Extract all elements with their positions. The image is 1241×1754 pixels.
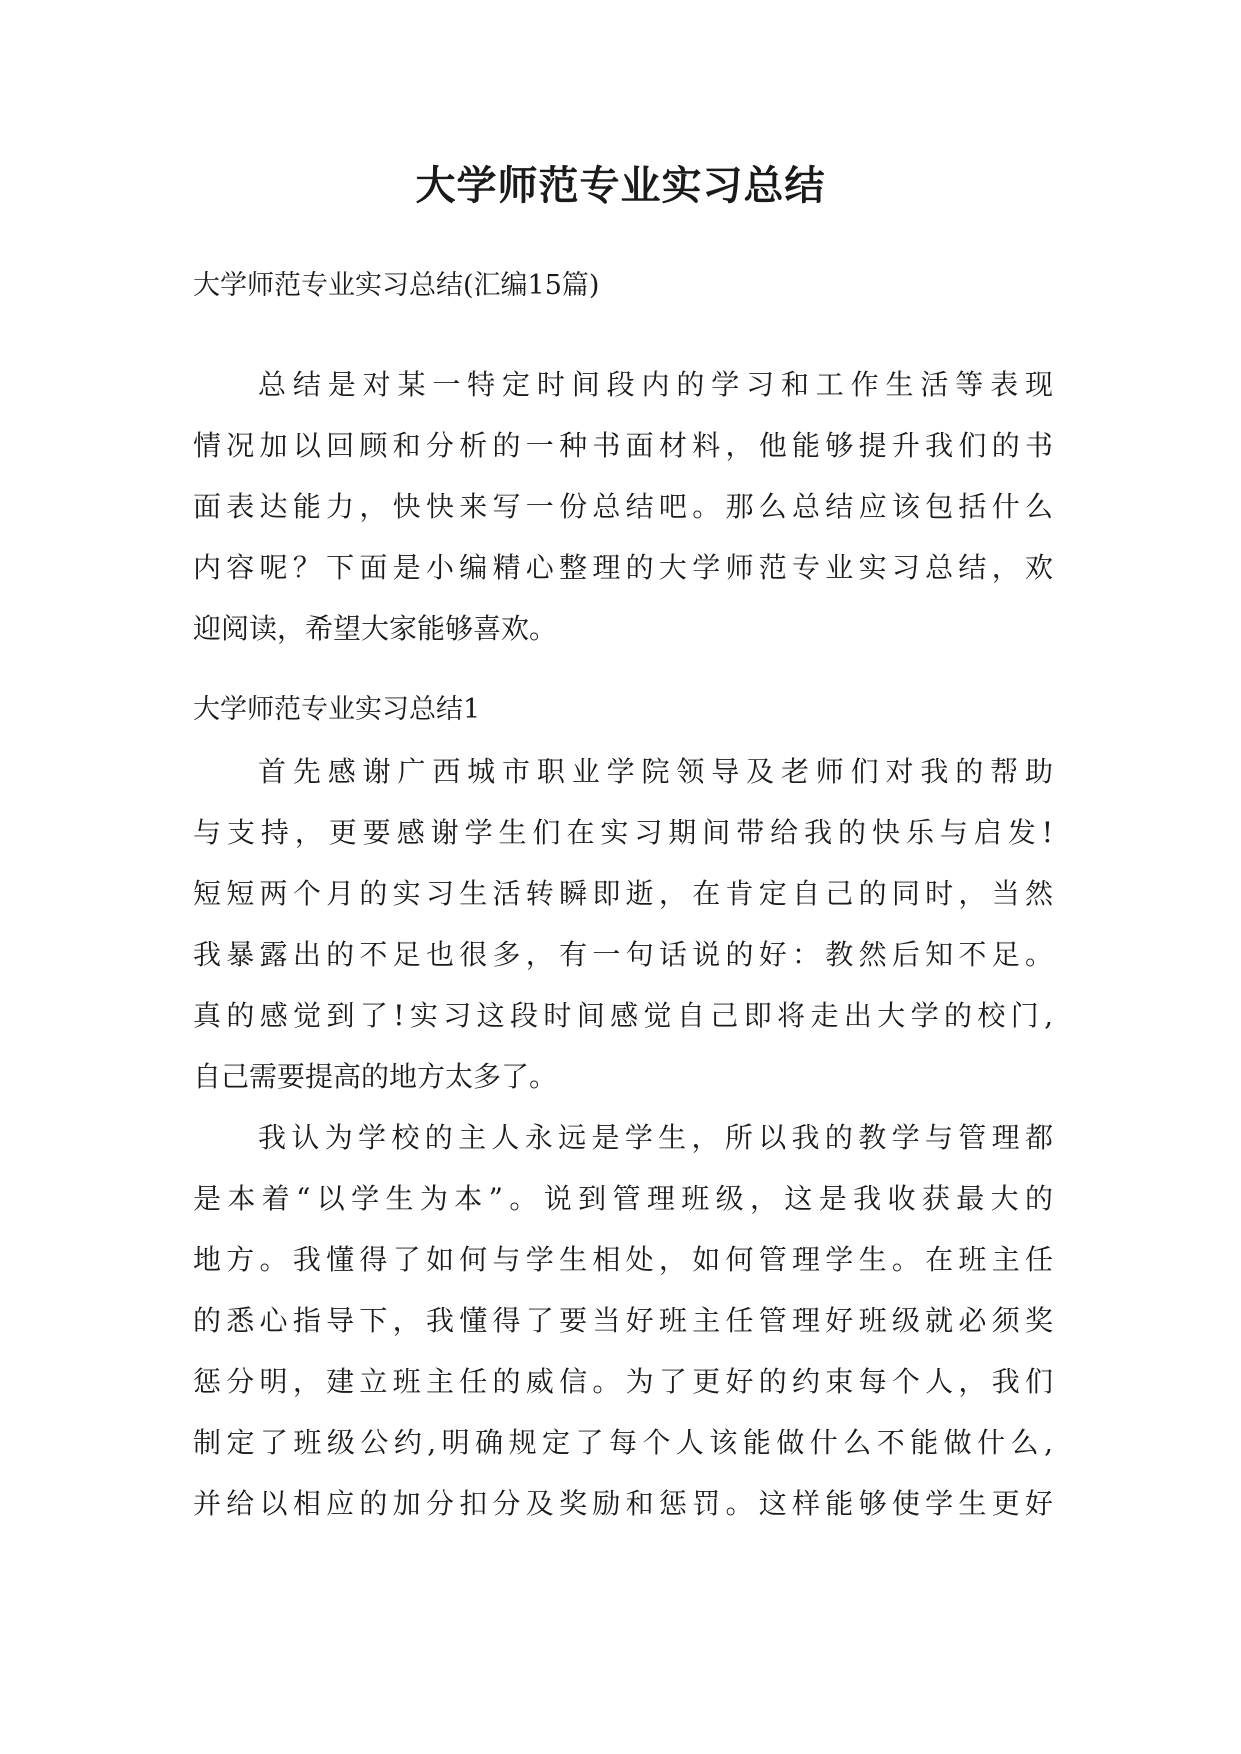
paragraph-line: 制定了班级公约,明确规定了每个人该能做什么不能做什么, [193, 1426, 1053, 1459]
paragraph-line: 自己需要提高的地方太多了。 [193, 1060, 558, 1093]
paragraph-line: 面表达能力，快快来写一份总结吧。那么总结应该包括什么 [193, 490, 1053, 523]
paragraph-line: 迎阅读，希望大家能够喜欢。 [193, 612, 558, 645]
paragraph-line: 地方。我懂得了如何与学生相处，如何管理学生。在班主任 [193, 1243, 1053, 1276]
paragraph-line: 内容呢？下面是小编精心整理的大学师范专业实习总结，欢 [193, 551, 1053, 584]
document-title: 大学师范专业实习总结 [415, 163, 826, 209]
section1-paragraph-1 [193, 741, 1053, 1107]
paragraph-line: 惩分明，建立班主任的威信。为了更好的约束每个人，我们 [193, 1365, 1053, 1398]
paragraph-line: 我认为学校的主人永远是学生，所以我的教学与管理都 [258, 1121, 1053, 1154]
paragraph-line: 短短两个月的实习生活转瞬即逝，在肯定自己的同时，当然 [193, 877, 1053, 910]
paragraph-line: 真的感觉到了!实习这段时间感觉自己即将走出大学的校门, [193, 999, 1053, 1032]
paragraph-line: 总结是对某一特定时间段内的学习和工作生活等表现 [258, 368, 1053, 401]
section1-paragraph-2 [193, 1107, 1053, 1534]
document-subtitle: 大学师范专业实习总结(汇编15篇) [193, 270, 600, 301]
paragraph-line: 是本着“以学生为本”。说到管理班级，这是我收获最大的 [193, 1182, 1053, 1215]
intro-paragraph [193, 354, 1053, 659]
paragraph-line: 并给以相应的加分扣分及奖励和惩罚。这样能够使学生更好 [193, 1487, 1053, 1520]
paragraph-line: 我暴露出的不足也很多，有一句话说的好：教然后知不足。 [193, 938, 1053, 971]
paragraph-line: 情况加以回顾和分析的一种书面材料，他能够提升我们的书 [193, 429, 1053, 462]
paragraph-line: 的悉心指导下，我懂得了要当好班主任管理好班级就必须奖 [193, 1304, 1053, 1337]
paragraph-line: 首先感谢广西城市职业学院领导及老师们对我的帮助 [258, 755, 1053, 788]
paragraph-line: 与支持，更要感谢学生们在实习期间带给我的快乐与启发! [193, 816, 1053, 849]
section-heading: 大学师范专业实习总结1 [193, 694, 481, 725]
